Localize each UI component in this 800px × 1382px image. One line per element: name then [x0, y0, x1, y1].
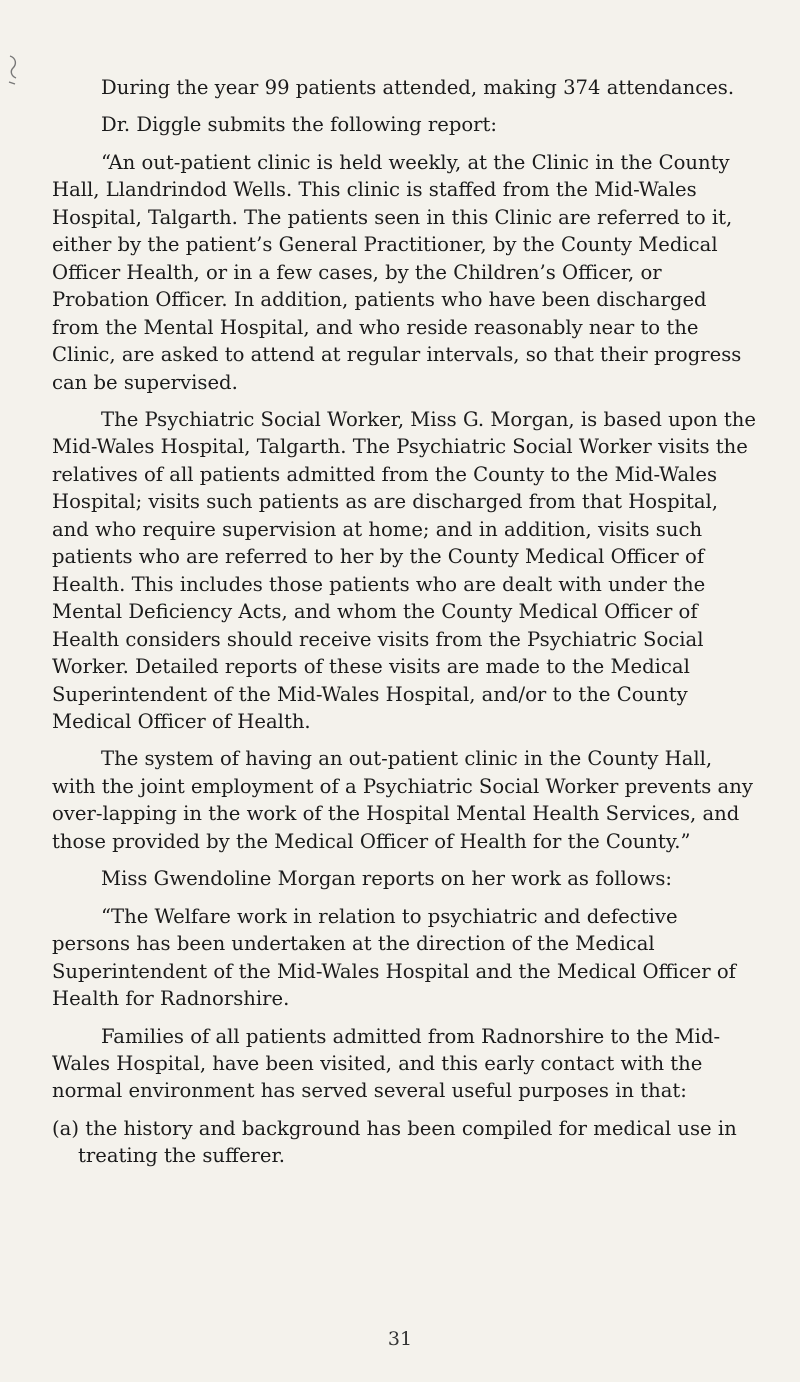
body-text	[52, 74, 756, 1170]
paragraph-report-intro: Dr. Diggle submits the following report:	[101, 113, 498, 137]
paragraph-attendances: During the year 99 patients attended, making 374 attendances.	[101, 76, 735, 99]
paragraph-families: Families of all patients admitted from Radnorshire to the Mid-Wales Hospital, have been visited, and this early contact with the normal environment has served several useful purposes in that:	[52, 1024, 721, 1103]
paragraph-social-worker: The Psychiatric Social Worker, Miss G. Morgan, is based upon the Mid-Wales Hospital, Talgarth. The Psychiatric Social Worker visits the relatives of all patients admitted from the County to the Mid-Wales Hospital; visits such patients as are discharged from that Hospital, and who require supervision at home; and in addition, visits such patients who are referred to her by the County Medical Officer of Health. This includes those patients who are dealt with under the Mental Deficiency Acts, and whom the County Medical Officer of Health considers should receive visits from the Psychiatric Social Worker. Detailed reports of these visits are made to the Medical Superintendent of the Mid-Wales Hospital, and/or to the County Medical Officer of Health.	[52, 407, 756, 733]
paragraph-welfare-work: “The Welfare work in relation to psychiatric and defective persons has been undertaken at the direction of the Medical Superintendent of the Mid-Wales Hospital and the Medical Officer of Health for Radnorshire.	[52, 904, 736, 1011]
paragraph-system: The system of having an out-patient clinic in the County Hall, with the joint employment of a Psychiatric Social Worker prevents any over-lapping in the work of the Hospital Mental Health Services, and those provided by the Medical Officer of Health for the County.”	[52, 747, 753, 853]
paragraph-morgan-intro: Miss Gwendoline Morgan reports on her work as follows:	[101, 867, 673, 891]
list-item-a: (a) the history and background has been compiled for medical use in treating the sufferer.	[52, 1116, 737, 1168]
paragraph-outpatient-clinic: “An out-patient clinic is held weekly, at the Clinic in the County Hall, Llandrindod Wells. This clinic is staffed from the Mid-Wales Hospital, Talgarth. The patients seen in this Clinic are referred to it, either by the patient’s General Practitioner, by the County Medical Officer Health, or in a few cases, by the Children’s Officer, or Probation Officer. In addition, patients who have been discharged from the Mental Hospital, and who reside reasonably near to the Clinic, are asked to attend at regular intervals, so that their progress can be supervised.	[52, 150, 742, 394]
page-number: 31	[387, 1328, 413, 1350]
punch-hole-mark-icon	[7, 54, 19, 86]
